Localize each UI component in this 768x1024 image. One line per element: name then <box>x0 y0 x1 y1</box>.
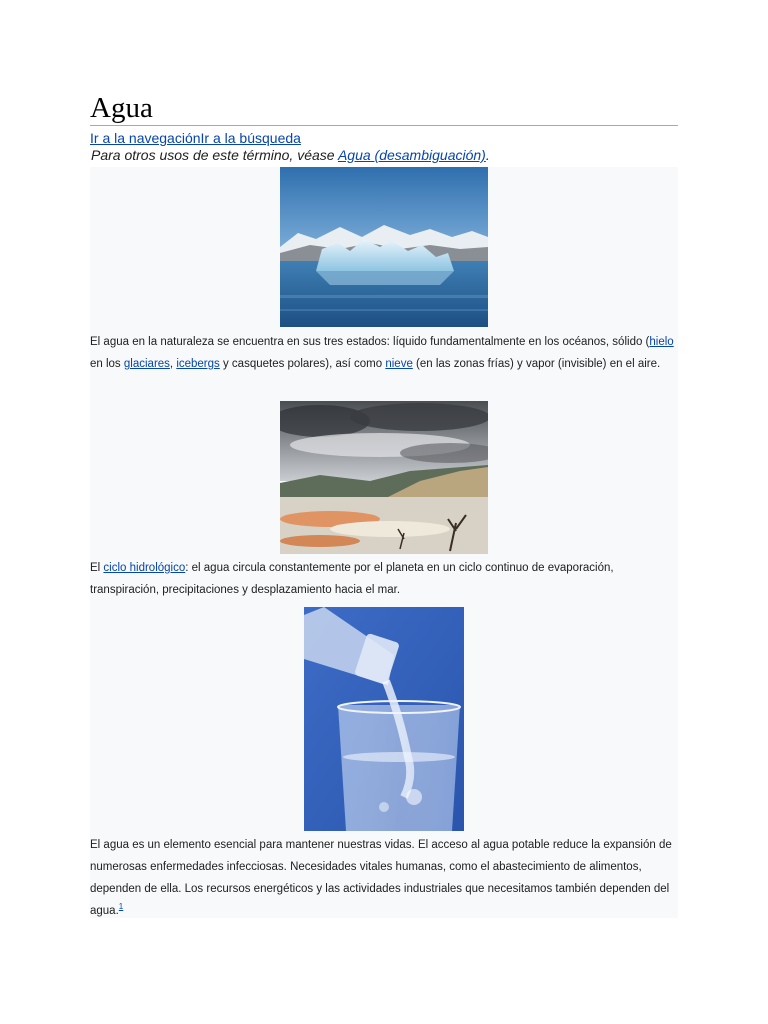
jump-links <box>90 130 678 147</box>
jump-to-navigation-link[interactable]: Ir a la navegación <box>90 130 201 146</box>
reference-marker <box>119 902 123 911</box>
hatnote-suffix: . <box>485 147 490 163</box>
hatnote <box>90 147 678 164</box>
image-gallery <box>90 167 678 918</box>
landscape-image[interactable] <box>280 401 488 554</box>
jump-to-search-link[interactable]: Ir a la búsqueda <box>200 130 301 146</box>
link-icebergs[interactable]: icebergs <box>176 358 220 370</box>
reference-link-1[interactable]: 1 <box>118 902 124 912</box>
caption-states-of-water: El agua en la naturaleza se encuentra en sus tres estados: líquido fundamentalmente en los océanos, sólido (hielo en los glaciares, icebergs y casquetes polares), así como nieve (en las zonas frías) y vapor (invisible) en el aire. <box>90 336 674 370</box>
link-ciclo-hidrologico[interactable]: ciclo hidrológico <box>103 562 186 574</box>
link-glaciares[interactable]: glaciares <box>123 358 170 370</box>
article <box>90 92 678 918</box>
hatnote-prefix: Para otros usos de este término, véase <box>91 147 338 163</box>
link-nieve[interactable]: nieve <box>385 358 413 370</box>
link-hielo[interactable]: hielo <box>649 336 674 348</box>
disambiguation-link[interactable]: Agua (desambiguación) <box>337 147 486 163</box>
caption-essential-element: El agua es un elemento esencial para mantener nuestras vidas. El acceso al agua potable reduce la expansión de numerosas enfermedades infecciosas. Necesidades vitales humanas, como el abastecimiento de alimentos, dependen de ella. Los recursos energéticos y las actividades industriales que necesitamos también dependen del agua.$^1$ <box>90 839 672 917</box>
page-title: Agua <box>90 92 678 126</box>
water-glass-image[interactable] <box>304 607 464 831</box>
iceberg-image[interactable] <box>280 167 488 327</box>
caption-hydrological-cycle: El ciclo hidrológico: el agua circula constantemente por el planeta en un ciclo continuo de evaporación, transpiración, precipitaciones y desplazamiento hacia el mar. <box>90 562 614 596</box>
